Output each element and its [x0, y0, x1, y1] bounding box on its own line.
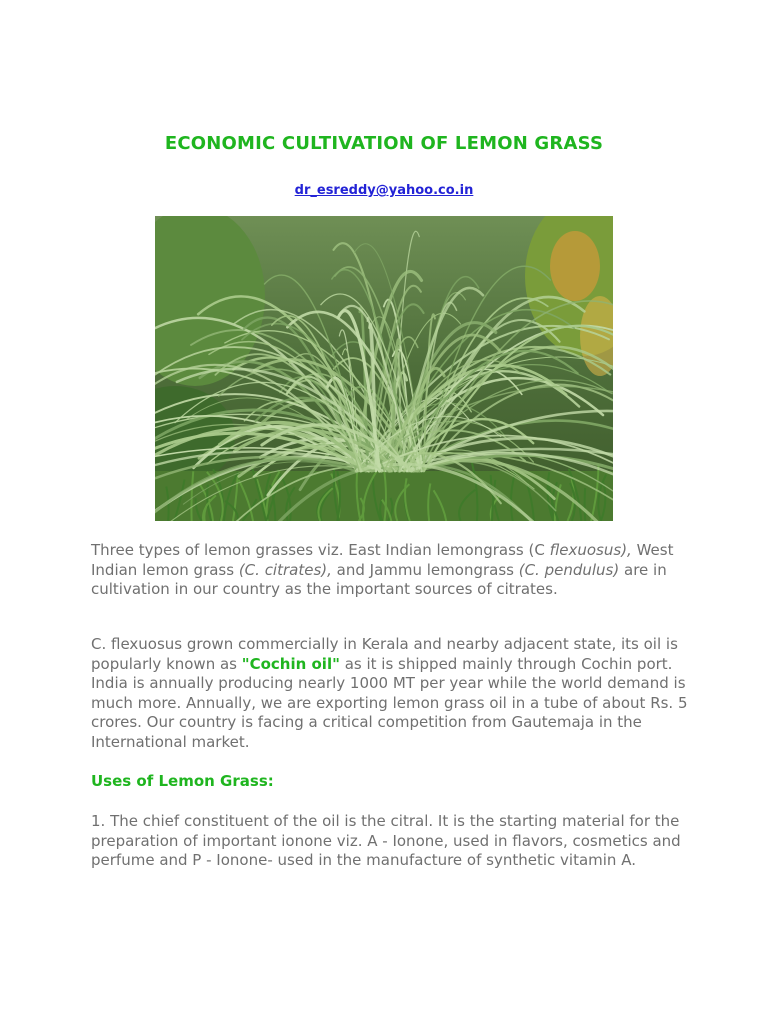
- uses-paragraph-1: 1. The chief constituent of the oil is the citral. It is the starting material for the preparation of important ionone viz. A - Ionone, used in flavors, cosmetics and perfume and P - Ionone- used in the manufacture of synthetic vitamin A.: [91, 812, 681, 869]
- author-email: [0, 183, 768, 198]
- page-title: ECONOMIC CULTIVATION OF LEMON GRASS: [164, 133, 604, 154]
- cochin-oil-paragraph: C. flexuosus grown commercially in Kerala and nearby adjacent state, its oil is popularly known as "Cochin oil" as it is shipped mainly through Cochin port. India is annually producing nearly 1000 MT per year while the world demand is much more. Annually, we are exporting lemon grass oil in a tube of about Rs. 5 crores. Our country is facing a critical competition from Gautemaja in the International market.: [91, 635, 688, 751]
- cochin-oil-highlight: "Cochin oil": [241, 654, 340, 673]
- uses-heading: Uses of Lemon Grass:: [91, 772, 274, 790]
- intro-paragraph: Three types of lemon grasses viz. East Indian lemongrass (C flexuosus), West Indian lemon grass (C. citrates), and Jammu lemongrass (C. pendulus) are in cultivation in our country as the important sources of citrates.: [91, 541, 674, 598]
- email-link[interactable]: dr_esreddy@yahoo.co.in: [294, 183, 474, 198]
- lemon-grass-photo: [155, 216, 613, 521]
